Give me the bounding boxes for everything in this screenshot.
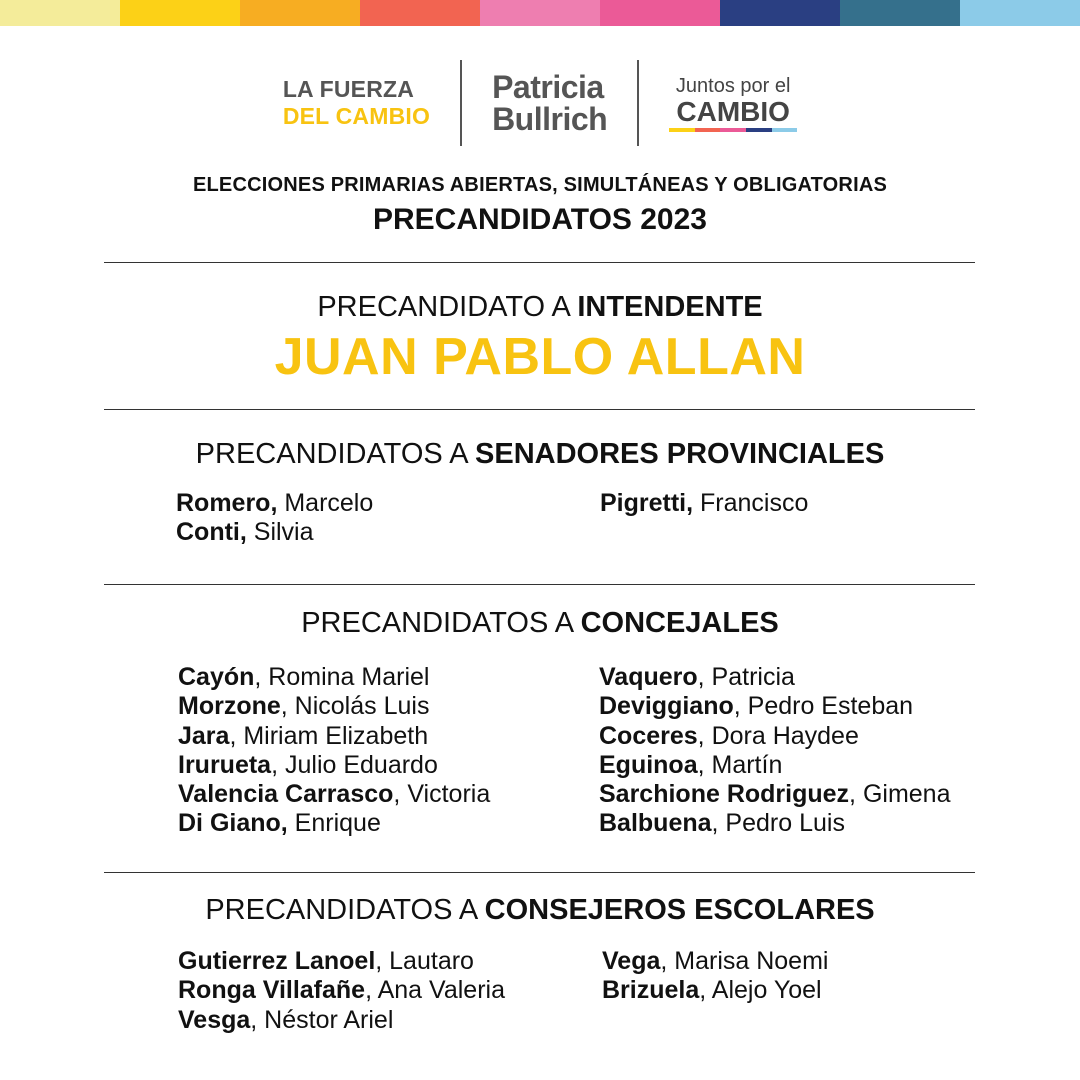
candidate-surname: Deviggiano bbox=[599, 692, 734, 721]
candidate-given-name: , Julio Eduardo bbox=[271, 750, 438, 779]
candidate-entry bbox=[599, 722, 950, 751]
divider bbox=[104, 409, 975, 410]
title-bold: CONSEJEROS ESCOLARES bbox=[484, 894, 875, 926]
candidate-surname: Jara bbox=[178, 721, 230, 750]
candidate-given-name: , Nicolás Luis bbox=[280, 692, 430, 721]
logo-bar-segment bbox=[772, 128, 798, 132]
candidate-entry bbox=[599, 692, 950, 721]
candidate-surname: Sarchione Rodriguez bbox=[599, 780, 850, 809]
school-council-right-list bbox=[602, 947, 828, 1006]
school-council-section-title bbox=[0, 894, 1080, 927]
juntos-por-el-cambio-logo bbox=[669, 75, 797, 132]
logo-color-bar bbox=[669, 128, 797, 132]
divider bbox=[104, 262, 975, 263]
candidate-entry bbox=[178, 692, 490, 721]
logo-divider bbox=[637, 60, 639, 146]
stripe-segment bbox=[840, 0, 960, 26]
logo-text: CAMBIO bbox=[676, 95, 790, 127]
candidate-given-name: , Victoria bbox=[393, 780, 491, 809]
candidate-given-name: , Martín bbox=[697, 750, 783, 779]
candidate-surname: Cayón bbox=[178, 663, 255, 691]
stripe-segment bbox=[360, 0, 480, 26]
logo-text: DEL CAMBIO bbox=[282, 103, 431, 129]
councilors-section-title bbox=[0, 607, 1080, 640]
logo-text: LA FUERZA bbox=[282, 76, 415, 102]
elections-subtitle: ELECCIONES PRIMARIAS ABIERTAS, SIMULTÁNEAS Y OBLIGATORIAS bbox=[192, 174, 888, 196]
candidate-entry bbox=[178, 947, 505, 976]
stripe-segment bbox=[960, 0, 1080, 26]
logo-text: Patricia bbox=[492, 69, 604, 105]
candidate-surname: Eguinoa bbox=[599, 750, 698, 779]
candidate-given-name: Marcelo bbox=[277, 489, 374, 517]
candidate-entry bbox=[599, 663, 950, 692]
candidate-given-name: , Lautaro bbox=[375, 947, 474, 975]
candidate-entry bbox=[176, 489, 373, 518]
candidate-surname: Di Giano, bbox=[178, 809, 288, 838]
candidate-surname: Vega bbox=[602, 947, 661, 975]
candidate-surname: Irurueta bbox=[178, 750, 272, 779]
candidate-surname: Pigretti, bbox=[600, 489, 694, 517]
candidate-given-name: , Pedro Luis bbox=[711, 809, 845, 838]
candidate-entry bbox=[178, 1006, 505, 1035]
stripe-segment bbox=[0, 0, 120, 26]
candidate-entry bbox=[178, 809, 490, 838]
title-prefix: PRECANDIDATOS A bbox=[195, 438, 476, 470]
candidate-surname: Vaquero bbox=[599, 663, 698, 691]
candidate-given-name: , Patricia bbox=[697, 663, 795, 691]
mayor-section-title bbox=[0, 291, 1080, 324]
candidate-entry bbox=[178, 751, 490, 780]
senators-right-list bbox=[600, 489, 808, 518]
candidate-given-name: Francisco bbox=[693, 489, 809, 517]
candidate-given-name: , Gimena bbox=[849, 780, 951, 809]
candidate-given-name: , Marisa Noemi bbox=[660, 947, 829, 975]
candidate-given-name: , Miriam Elizabeth bbox=[229, 721, 429, 750]
candidate-given-name: , Alejo Yoel bbox=[699, 976, 822, 1005]
candidate-given-name: Silvia bbox=[246, 518, 314, 547]
stripe-segment bbox=[240, 0, 360, 26]
candidate-surname: Gutierrez Lanoel bbox=[178, 947, 376, 975]
candidate-surname: Ronga Villafañe bbox=[178, 976, 366, 1005]
logo-bar-segment bbox=[695, 128, 721, 132]
stripe-segment bbox=[600, 0, 720, 26]
stripe-segment bbox=[480, 0, 600, 26]
mayor-candidate-name: JUAN PABLO ALLAN bbox=[274, 328, 806, 386]
candidate-entry bbox=[602, 976, 828, 1005]
candidate-entry bbox=[178, 780, 490, 809]
candidate-surname: Conti, bbox=[176, 518, 247, 547]
logo-text: Bullrich bbox=[492, 101, 608, 137]
logo-bar-segment bbox=[746, 128, 772, 132]
school-council-left-list bbox=[178, 947, 505, 1035]
candidate-entry bbox=[599, 809, 950, 838]
candidate-surname: Valencia Carrasco bbox=[178, 780, 394, 809]
candidate-given-name: , Dora Haydee bbox=[697, 721, 859, 750]
title-prefix: PRECANDIDATOS A bbox=[301, 607, 581, 639]
title-bold: CONCEJALES bbox=[580, 607, 779, 639]
stripe-segment bbox=[720, 0, 840, 26]
divider bbox=[104, 584, 975, 585]
candidate-given-name: , Pedro Esteban bbox=[733, 692, 914, 721]
candidate-entry bbox=[599, 780, 950, 809]
candidate-given-name: , Ana Valeria bbox=[365, 976, 505, 1005]
logo-text: Juntos por el bbox=[675, 74, 791, 97]
candidate-surname: Coceres bbox=[599, 721, 698, 750]
candidate-surname: Balbuena bbox=[599, 809, 712, 838]
candidate-given-name: , Romina Mariel bbox=[254, 663, 430, 691]
title-prefix: PRECANDIDATOS A bbox=[205, 894, 485, 926]
senators-section-title bbox=[0, 438, 1080, 471]
candidate-surname: Morzone bbox=[178, 692, 281, 721]
patricia-bullrich-logo bbox=[492, 71, 607, 135]
candidate-entry bbox=[176, 518, 373, 547]
candidate-entry bbox=[178, 722, 490, 751]
color-stripe bbox=[0, 0, 1080, 26]
logo-divider bbox=[460, 60, 462, 146]
logo-bar-segment bbox=[720, 128, 746, 132]
candidate-entry bbox=[178, 976, 505, 1005]
candidate-entry bbox=[178, 663, 490, 692]
candidate-entry bbox=[599, 751, 950, 780]
title-prefix: PRECANDIDATO A bbox=[317, 291, 578, 323]
councilors-left-list bbox=[178, 663, 490, 839]
senators-left-list bbox=[176, 489, 373, 548]
divider bbox=[104, 872, 975, 873]
title-bold: INTENDENTE bbox=[577, 291, 763, 323]
la-fuerza-del-cambio-logo bbox=[283, 76, 430, 130]
logo-bar bbox=[0, 58, 1080, 148]
page-title: PRECANDIDATOS 2023 bbox=[373, 203, 707, 236]
candidate-surname: Vesga bbox=[178, 1005, 251, 1034]
candidate-given-name: Enrique bbox=[287, 809, 381, 838]
candidate-entry bbox=[600, 489, 808, 518]
councilors-right-list bbox=[599, 663, 950, 839]
candidate-surname: Brizuela bbox=[602, 976, 700, 1005]
candidate-entry bbox=[602, 947, 828, 976]
stripe-segment bbox=[120, 0, 240, 26]
candidate-surname: Romero, bbox=[176, 489, 278, 517]
logo-bar-segment bbox=[669, 128, 695, 132]
title-bold: SENADORES PROVINCIALES bbox=[475, 438, 885, 470]
candidate-given-name: , Néstor Ariel bbox=[250, 1005, 394, 1034]
